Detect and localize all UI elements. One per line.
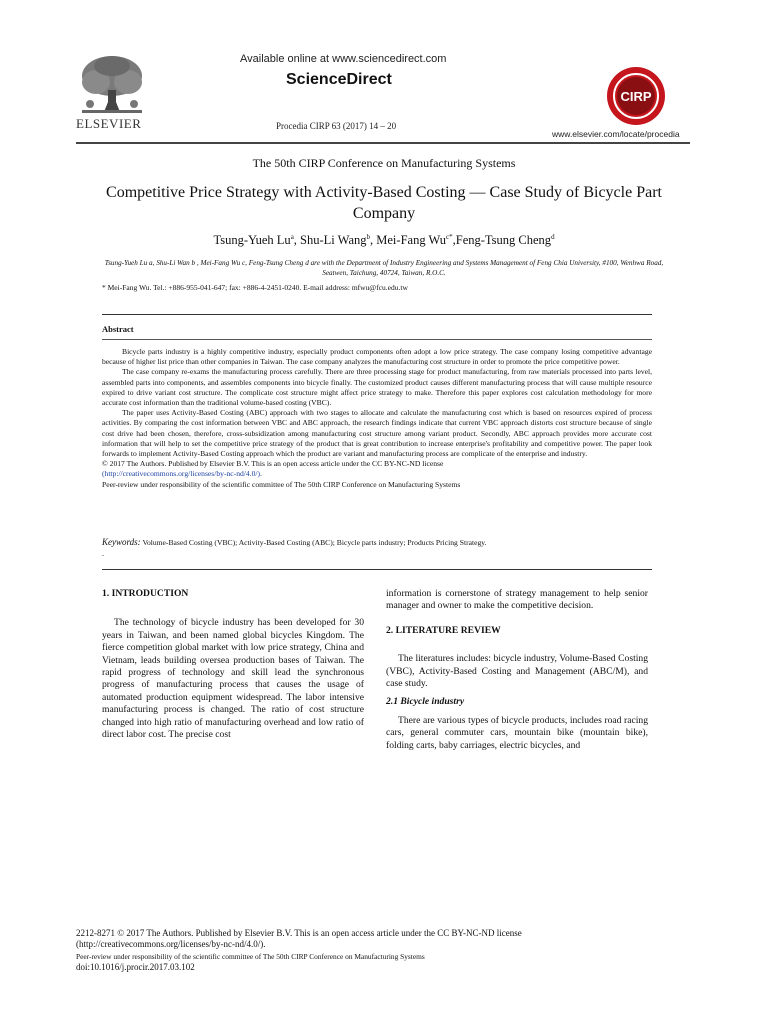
- abstract-peer-review: Peer-review under responsibility of the scientific committee of The 50th CIRP Conference on Manufacturing Systems: [102, 479, 461, 489]
- sciencedirect-logo: ScienceDirect: [286, 71, 392, 88]
- available-online-text: Available online at www.sciencedirect.com: [240, 53, 447, 65]
- abstract-paragraph: The case company re-exams the manufacturing process carefully. There are three processing stage for product manufacturing, from raw materials processed into parts level, assembled parts into components, and assembles components into bicycle finally. The customized product causes different manufacturing process that will cause multiple resource expired to drive variant cost structure. The complicate cost structure might affect price strategy to make. Therefore this paper explores cost calculation methodology for more accurate cost information than the traditional volume-based costing (VBC).: [102, 367, 652, 408]
- author-name: Mei-Fang Wu: [376, 233, 447, 248]
- footer-issn: 2212-8271 © 2017 The Authors. Published by Elsevier B.V. This is an open access article under the CC BY-NC-ND license: [76, 928, 522, 938]
- journal-reference: Procedia CIRP 63 (2017) 14 – 20: [276, 121, 397, 131]
- left-column: [102, 588, 364, 753]
- author-name: Feng-Tsung Cheng: [455, 233, 552, 248]
- journal-url: www.elsevier.com/locate/procedia: [552, 129, 680, 139]
- author-name: Tsung-Yueh Lu: [213, 233, 291, 248]
- keywords: [102, 537, 486, 547]
- cirp-logo: [606, 66, 666, 126]
- publisher-name: ELSEVIER: [76, 116, 142, 131]
- corresponding-author: * Mei-Fang Wu. Tel.: +886-955-041-647; fax: +886-4-2451-0240. E-mail address: mfwu@fcu.edu.tw: [102, 283, 408, 292]
- abstract-top-rule: [102, 314, 652, 315]
- abstract-paragraph: Bicycle parts industry is a highly competitive industry, especially product components often adopt a low price strategy. The case company losing competitive advantage because of higher list price than other companies in Taiwan. The case company analyzes the manufacturing cost structure in order to promote the price competitive power.: [102, 347, 652, 367]
- author-sup: c*: [446, 233, 453, 241]
- trailing-mark: .: [102, 549, 104, 558]
- bicycle-industry-paragraph: There are various types of bicycle products, includes road racing cars, general commuter cars, mountain bike (mountain bike), folding carts, baby carriages, electric bicycles, and: [386, 714, 648, 751]
- abstract-license-link[interactable]: (http://creativecommons.org/licenses/by-nc-nd/4.0/).: [102, 469, 262, 479]
- subsection-heading-bicycle-industry: 2.1 Bicycle industry: [386, 696, 465, 708]
- keywords-label: Keywords:: [102, 537, 141, 547]
- abstract-body: [102, 347, 652, 490]
- section-heading-introduction: 1. INTRODUCTION: [102, 588, 189, 599]
- footer-doi: doi:10.1016/j.procir.2017.03.102: [76, 962, 195, 973]
- cirp-logo-text: CIRP: [620, 89, 652, 104]
- author-sup: b: [366, 233, 371, 241]
- right-column: [386, 588, 648, 764]
- abstract-heading-rule: [102, 339, 652, 340]
- conference-name: The 50th CIRP Conference on Manufacturing Systems: [252, 156, 516, 170]
- abstract-copyright: © 2017 The Authors. Published by Elsevier B.V. This is an open access article under the CC BY-NC-ND license: [102, 459, 444, 469]
- abstract-heading: Abstract: [102, 324, 134, 334]
- author-sup: a: [290, 233, 294, 241]
- section-heading-literature-review: 2. LITERATURE REVIEW: [386, 624, 501, 636]
- author-sup: d: [551, 233, 555, 241]
- introduction-continuation: information is cornerstone of strategy management to help senior manager and owner to make the competitive decision.: [386, 588, 648, 612]
- author-name: Shu-Li Wang: [300, 233, 367, 248]
- abstract-bottom-rule: [102, 569, 652, 570]
- footer: [76, 928, 636, 974]
- header-rule: [76, 142, 690, 144]
- introduction-paragraph: The technology of bicycle industry has been developed for 30 years in Taiwan, and been named global bicycles Kingdom. The fierce competition global market with low price strategy, China and Vietnam, leads building oversea production bases of Taiwan. The rapid progress of technology and skill lead the synchronous progress of manufacturing process that causes the usage of automated production equipment widespread. The labor intensive manufacturing process is changed. The ratio of cost structure changed into high ratio of manufacturing overhead and low ratio of direct labor cost. The precise cost: [102, 617, 364, 741]
- author-list: Tsung-Yueh Lu$^a$, Shu-Li Wang$^b$, Mei-Fang $Wu^{c*},Feng$-Tsung Cheng$^d$: [213, 233, 555, 248]
- footer-license-link[interactable]: (http://creativecommons.org/licenses/by-nc-nd/4.0/).: [76, 939, 266, 950]
- footer-peer-review: Peer-review under responsibility of the scientific committee of The 50th CIRP Conference on Manufacturing Systems: [76, 951, 425, 961]
- literature-paragraph: The literatures includes: bicycle industry, Volume-Based Costing (VBC), Activity-Based Costing and Management (ABC/M), and case study.: [386, 653, 648, 690]
- abstract-paragraph: The paper uses Activity-Based Costing (ABC) approach with two stages to allocate and calculate the manufacturing cost which is based on resources expired of process activities. By comparing the cost information between VBC and ABC approach, the research findings indicate that current VBC approach distorts cost structure because of single cost drive had been chosen, therefore, cross-subsidization among manufacturing cost structure among variant product. Secondly, ABC approach provides more accurate cost information that will help to set the competitive price strategy of the product that is great contribution to increase enterprise's profitability and competitive power. The paper look forwards to implement Activity-Based Costing approach which the product are variant and manufacturing process are complicate of the enterprise and industry.: [102, 408, 652, 459]
- article-title: Competitive Price Strategy with Activity-Based Costing — Case Study of Bicycle Part Company: [106, 184, 662, 222]
- keywords-text: Volume-Based Costing (VBC); Activity-Based Costing (ABC); Bicycle parts industry; Products Pricing Strategy.: [142, 538, 487, 547]
- affiliation: Tsung-Yueh Lu a, Shu-Li Wan b , Mei-Fang Wu c, Feng-Tsung Cheng d are with the Department of Industry Engineering and Systems Management of Feng Chia University, #100, Wenhwa Road, Seatwen, Taichung, 40724, Taiwan, R.O.C.: [104, 259, 664, 277]
